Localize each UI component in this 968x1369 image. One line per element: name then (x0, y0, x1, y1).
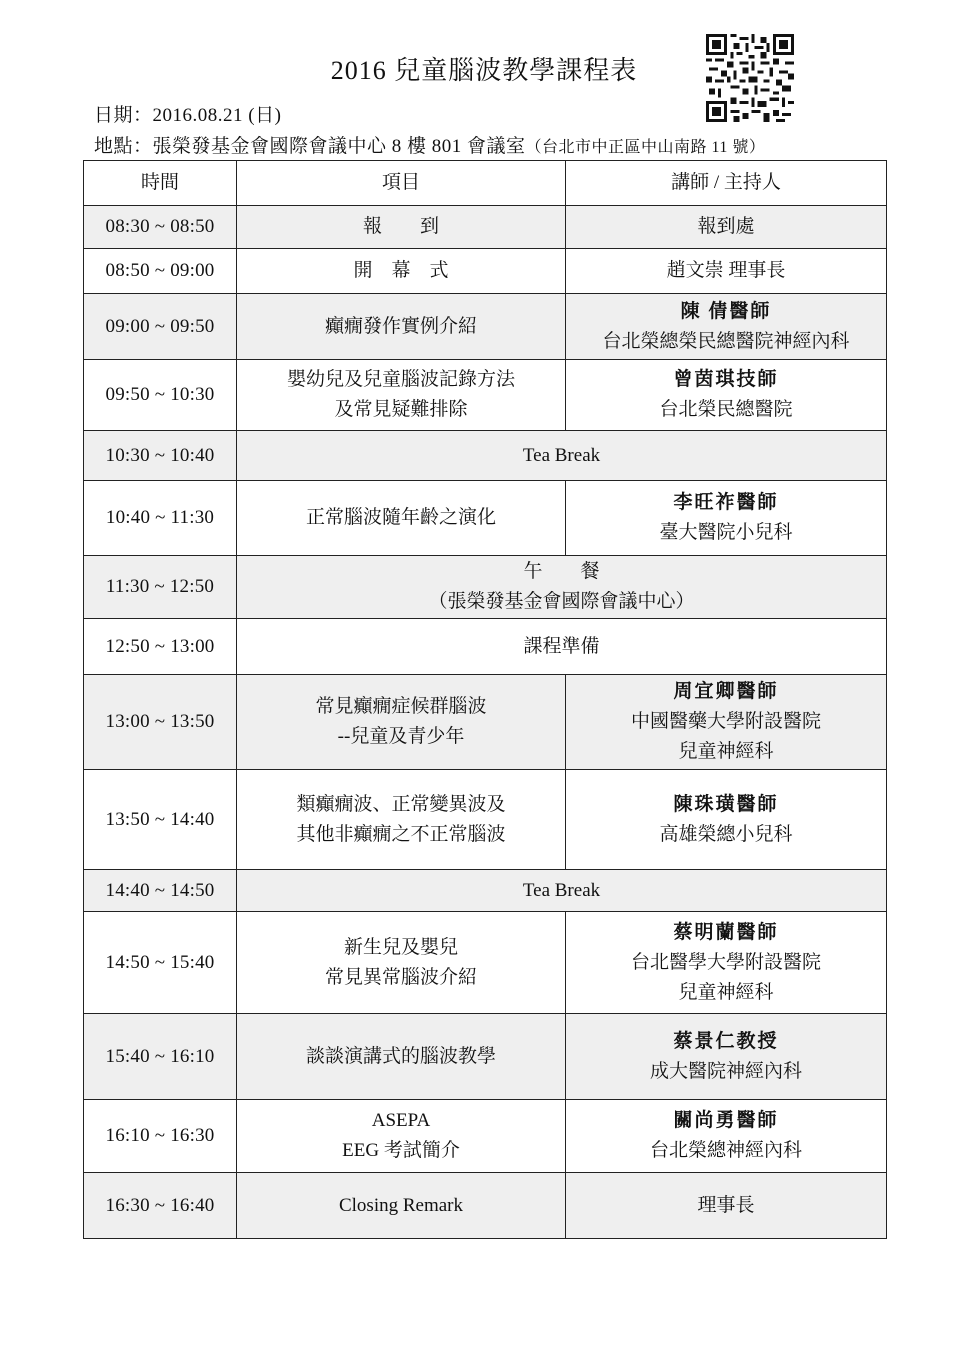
row-time: 16:30 ~ 16:40 (84, 1173, 237, 1239)
item-line: 新生兒及嬰兒 (343, 936, 458, 958)
row-item: Closing Remark (237, 1173, 566, 1239)
item-line: EEG 考試簡介 (342, 1140, 460, 1161)
row-time: 11:30 ~ 12:50 (84, 556, 237, 619)
row-item: 開 幕 式 (237, 249, 566, 294)
row-time: 10:30 ~ 10:40 (84, 431, 237, 481)
row-item (237, 675, 566, 770)
row-time: 08:30 ~ 08:50 (84, 206, 237, 249)
item-line: 其他非癲癇之不正常腦波 (296, 823, 506, 845)
event-date: 日期：2016.08.21 (日) (94, 105, 282, 126)
row-time: 14:40 ~ 14:50 (84, 870, 237, 912)
speaker-org: 中國醫藥大學附設醫院 (630, 711, 821, 732)
speaker-org: 台北榮總神經內科 (649, 1140, 802, 1161)
speaker-name: 蔡明蘭醫師 (673, 921, 779, 943)
row-speaker (566, 1014, 887, 1100)
item-line: 午 餐 (523, 561, 600, 582)
row-speaker (566, 360, 887, 431)
row-speaker (566, 912, 887, 1014)
speaker-name: 陳珠璜醫師 (673, 793, 779, 815)
speaker-org: 兒童神經科 (678, 741, 774, 762)
row-speaker: 報到處 (566, 206, 887, 249)
row-item (237, 1100, 566, 1173)
speaker-name: 關尚勇醫師 (673, 1110, 779, 1131)
row-time: 09:50 ~ 10:30 (84, 360, 237, 431)
row-item: 報 到 (237, 206, 566, 249)
speaker-org: 兒童神經科 (678, 981, 774, 1003)
table-row (84, 1100, 887, 1173)
header-item: 項目 (237, 161, 566, 206)
header-speaker: 講師 / 主持人 (566, 161, 887, 206)
qr-code-icon (706, 34, 794, 122)
speaker-org: 台北榮民總醫院 (659, 399, 793, 420)
item-line: 常見癲癇症候群腦波 (315, 696, 487, 717)
speaker-name: 曾茵琪技師 (673, 369, 779, 390)
speaker-org: 臺大醫院小兒科 (659, 522, 793, 543)
row-item (237, 556, 887, 619)
row-speaker (566, 770, 887, 870)
schedule-table (83, 160, 887, 1239)
table-row (84, 1173, 887, 1239)
row-time: 12:50 ~ 13:00 (84, 619, 237, 675)
row-item: 癲癇發作實例介紹 (237, 294, 566, 360)
header-time: 時間 (84, 161, 237, 206)
item-line: 及常見疑難排除 (334, 399, 468, 420)
item-line: ASEPA (371, 1110, 431, 1131)
speaker-name: 周宜卿醫師 (673, 681, 779, 702)
row-time: 16:10 ~ 16:30 (84, 1100, 237, 1173)
speaker-name: 蔡景仁教授 (673, 1030, 779, 1052)
location-venue: 地點：張榮發基金會國際會議中心 8 樓 801 會議室 (94, 136, 526, 157)
item-line: --兒童及青少年 (337, 726, 465, 747)
table-row (84, 770, 887, 870)
table-row (84, 870, 887, 912)
speaker-name: 陳 倩醫師 (680, 300, 772, 322)
speaker-org: 台北榮總榮民總醫院神經內科 (602, 330, 850, 352)
row-item: 正常腦波隨年齡之演化 (237, 481, 566, 556)
row-item: Tea Break (237, 870, 887, 912)
row-item: 談談演講式的腦波教學 (237, 1014, 566, 1100)
table-header-row (84, 161, 887, 206)
row-time: 15:40 ~ 16:10 (84, 1014, 237, 1100)
row-item: 課程準備 (237, 619, 887, 675)
row-time: 10:40 ~ 11:30 (84, 481, 237, 556)
table-row (84, 249, 887, 294)
table-row (84, 431, 887, 481)
speaker-org: 台北醫學大學附設醫院 (630, 951, 821, 973)
row-speaker: 趙文崇 理事長 (566, 249, 887, 294)
table-row (84, 675, 887, 770)
event-location (94, 131, 765, 158)
page-title: 2016 兒童腦波教學課程表 (330, 56, 638, 85)
row-item: Tea Break (237, 431, 887, 481)
row-time: 14:50 ~ 15:40 (84, 912, 237, 1014)
table-row (84, 360, 887, 431)
row-speaker (566, 675, 887, 770)
location-address: （台北市中正區中山南路 11 號） (525, 139, 766, 156)
table-row (84, 481, 887, 556)
table-row (84, 206, 887, 249)
table-row (84, 1014, 887, 1100)
row-item (237, 770, 566, 870)
row-speaker (566, 294, 887, 360)
row-item (237, 912, 566, 1014)
row-time: 09:00 ~ 09:50 (84, 294, 237, 360)
row-speaker (566, 1100, 887, 1173)
row-time: 13:50 ~ 14:40 (84, 770, 237, 870)
item-line: 類癲癇波、正常變異波及 (296, 793, 506, 815)
item-line: 常見異常腦波介紹 (324, 966, 477, 988)
table-row (84, 294, 887, 360)
row-time: 13:00 ~ 13:50 (84, 675, 237, 770)
item-line: （張榮發基金會國際會議中心） (428, 591, 695, 612)
speaker-name: 李旺祚醫師 (673, 492, 779, 513)
speaker-org: 高雄榮總小兒科 (659, 823, 793, 845)
row-speaker (566, 481, 887, 556)
row-speaker: 理事長 (566, 1173, 887, 1239)
row-time: 08:50 ~ 09:00 (84, 249, 237, 294)
table-row (84, 912, 887, 1014)
table-row (84, 556, 887, 619)
row-item (237, 360, 566, 431)
speaker-org: 成大醫院神經內科 (649, 1060, 802, 1082)
table-row (84, 619, 887, 675)
item-line: 嬰幼兒及兒童腦波記錄方法 (286, 369, 515, 390)
